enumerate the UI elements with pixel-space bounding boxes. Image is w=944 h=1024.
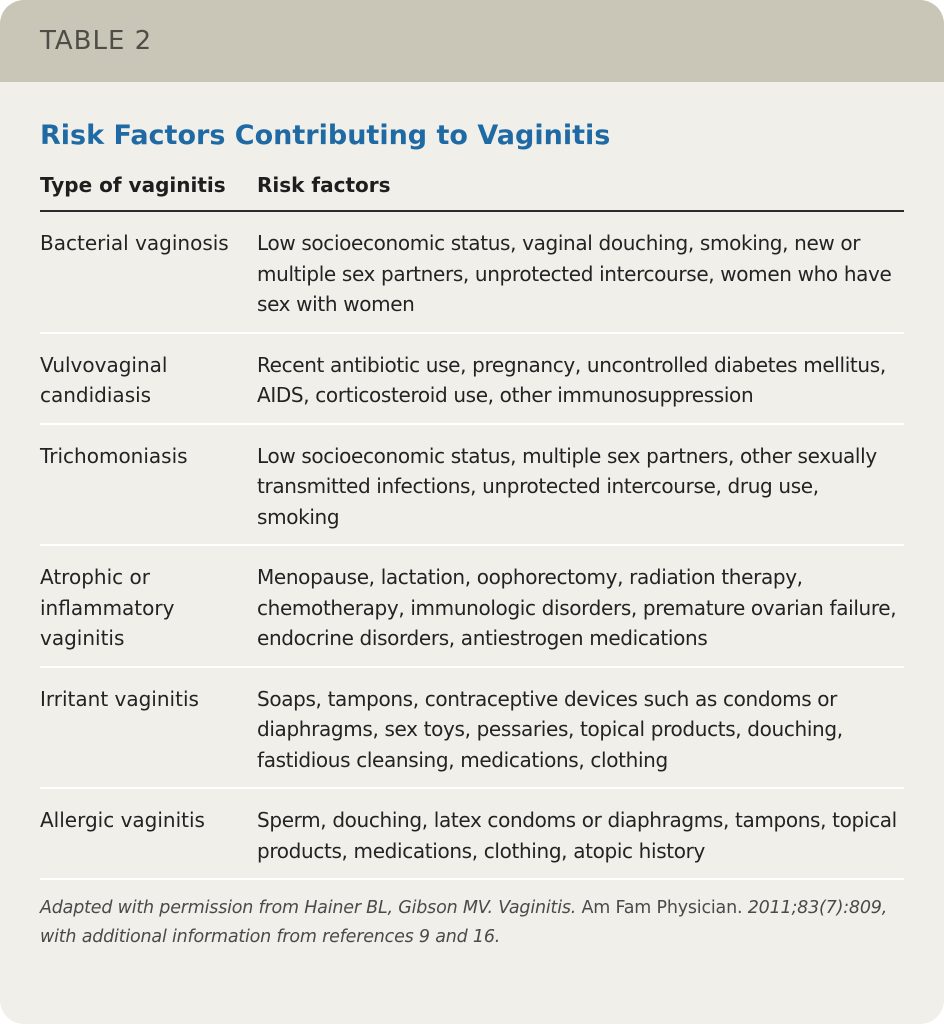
table-row: [40, 789, 904, 880]
table-row: [40, 334, 904, 425]
risk-factors-cell: Sperm, douching, latex condoms or diaphragms, tampons, topical products, medications, clothing, atopic history: [257, 808, 897, 863]
column-header-type: Type of vaginitis: [40, 173, 226, 197]
vaginitis-type-cell: Atrophic or inflammatory vaginitis: [40, 565, 175, 650]
table-row: [40, 668, 904, 790]
table-content: [0, 82, 944, 952]
risk-factors-cell: Soaps, tampons, contraceptive devices such as condoms or diaphragms, sex toys, pessaries, topical products, douching, fastidious cleansing, medications, clothing: [257, 686, 843, 772]
table-body: [40, 212, 904, 880]
vaginitis-type-cell: Bacterial vaginosis: [40, 231, 229, 255]
table-footnote: [40, 894, 904, 952]
footnote-journal: Am Fam Physician.: [576, 898, 743, 918]
risk-factors-cell: Recent antibiotic use, pregnancy, uncontrolled diabetes mellitus, AIDS, corticosteroid use, other immunosuppression: [257, 352, 886, 407]
column-header-risk-factors: Risk factors: [257, 173, 391, 197]
table-row: [40, 212, 904, 334]
vaginitis-type-cell: Irritant vaginitis: [40, 686, 199, 711]
table-row: [40, 546, 904, 668]
risk-factors-cell: Low socioeconomic status, vaginal douching, smoking, new or multiple sex partners, unprotected intercourse, women who have sex with women: [257, 231, 892, 316]
footnote-citation: Adapted with permission from Hainer BL, Gibson MV. Vaginitis.: [40, 898, 577, 918]
table-title: Risk Factors Contributing to Vaginitis: [40, 120, 611, 151]
vaginitis-type-cell: Vulvovaginal candidiasis: [40, 352, 168, 407]
risk-factors-cell: Low socioeconomic status, multiple sex partners, other sexually transmitted infections, unprotected intercourse, drug use, smoking: [257, 443, 877, 529]
vaginitis-type-cell: Allergic vaginitis: [40, 808, 205, 832]
risk-factors-cell: Menopause, lactation, oophorectomy, radiation therapy, chemotherapy, immunologic disorders, premature ovarian failure, endocrine disorders, antiestrogen medications: [257, 565, 897, 650]
column-headers: [40, 160, 904, 212]
footnote-reference: 2011;83(7):809, with additional information from references 9 and 16.: [40, 898, 888, 947]
table-row: [40, 425, 904, 547]
vaginitis-type-cell: Trichomoniasis: [40, 443, 188, 468]
table-label: TABLE 2: [40, 26, 153, 56]
table-header-band: [0, 0, 944, 82]
